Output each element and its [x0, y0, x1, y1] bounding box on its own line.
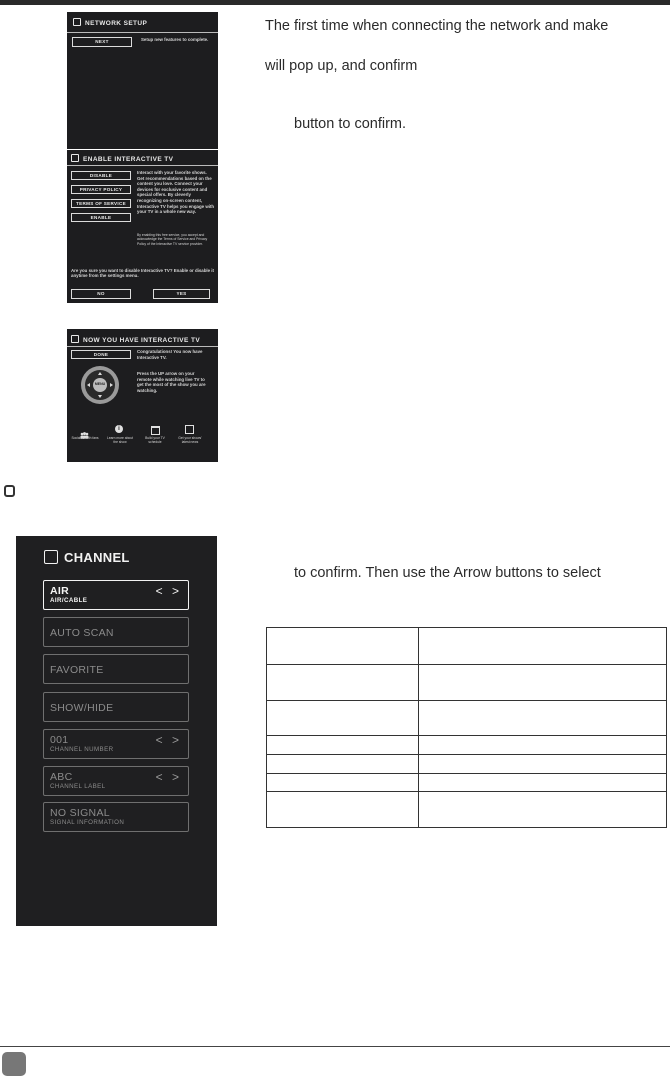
- channel-item-value: FAVORITE: [50, 664, 104, 676]
- table-cell: [267, 736, 419, 755]
- now-interactive-title: NOW YOU HAVE INTERACTIVE TV: [71, 335, 200, 344]
- channel-item-channel-label[interactable]: [43, 766, 189, 796]
- footer-rule: [0, 1046, 670, 1047]
- disable-question: Are you sure you want to disable Interactive TV? Enable or disable it anytime from the settings menu.: [71, 268, 214, 279]
- menu-box-icon: [71, 335, 79, 343]
- enable-button[interactable]: ENABLE: [71, 213, 131, 222]
- people-icon: [80, 426, 89, 433]
- table-row: [267, 736, 667, 755]
- network-setup-title: NETWORK SETUP: [73, 18, 147, 27]
- instruction-line-1: The first time when connecting the network and make: [265, 18, 609, 34]
- table-row: [267, 755, 667, 774]
- menu-box-icon: [73, 18, 81, 26]
- next-button[interactable]: NEXT: [72, 37, 132, 47]
- channel-item-signal-info[interactable]: [43, 802, 189, 832]
- remote-menu-label: MENU: [94, 382, 106, 386]
- channel-item-auto-scan[interactable]: [43, 617, 189, 647]
- feature-label: Get your shows' latest news: [178, 436, 202, 444]
- channel-item-air[interactable]: [43, 580, 189, 610]
- interactive-tv-terms: By enabling this free service, you accept and acknowledge the Terms of Service and Privacy Policy of the Interactive TV service provider.: [137, 233, 208, 246]
- disable-button[interactable]: DISABLE: [71, 171, 131, 180]
- instruction-line-4: to confirm. Then use the Arrow buttons to select: [294, 565, 601, 581]
- channel-item-value: ABC: [50, 771, 73, 783]
- left-right-arrows-icon[interactable]: < >: [155, 770, 182, 784]
- table-cell: [267, 628, 419, 665]
- channel-item-channel-number[interactable]: [43, 729, 189, 759]
- section-box-icon: [4, 485, 15, 497]
- tip-text: Press the UP arrow on your remote while watching live TV to get the most of the show you are watching.: [137, 371, 206, 393]
- enable-interactive-tv-screen: [67, 150, 218, 303]
- table-cell: [419, 755, 667, 774]
- interactive-tv-title: ENABLE INTERACTIVE TV: [71, 154, 173, 163]
- instruction-line-3: button to confirm.: [294, 116, 407, 132]
- yes-button[interactable]: YES: [153, 289, 210, 299]
- channel-item-value: 001: [50, 734, 69, 746]
- terms-of-service-button[interactable]: TERMS OF SERVICE: [71, 199, 131, 208]
- channel-item-show-hide[interactable]: [43, 692, 189, 722]
- table-row: [267, 792, 667, 828]
- table-cell: [267, 774, 419, 792]
- table-row: [267, 774, 667, 792]
- no-button[interactable]: NO: [71, 289, 131, 299]
- channel-item-label: CHANNEL LABEL: [50, 783, 106, 790]
- table-cell: [267, 665, 419, 701]
- table-cell: [419, 628, 667, 665]
- network-setup-description: Setup new features to complete.: [141, 37, 209, 42]
- table-cell: [267, 792, 419, 828]
- table-row: [267, 665, 667, 701]
- top-rule: [0, 0, 670, 5]
- table-cell: [419, 701, 667, 736]
- tag-icon: [185, 425, 194, 434]
- channel-item-label: SIGNAL INFORMATION: [50, 819, 125, 826]
- title-divider: [67, 165, 218, 166]
- table-row: [267, 701, 667, 736]
- channel-menu-screen: [16, 536, 217, 926]
- interactive-tv-description: Interact with your favorite shows. Get recommendations based on the content you love. Connect your devices for exclusive content and special offers. By cleverly recognizing on-screen content, Interactive TV helps you engage with your TV in a whole new way.: [137, 170, 215, 215]
- feature-label: Build your TV schedule: [145, 436, 165, 444]
- table-cell: [267, 701, 419, 736]
- channel-item-label: CHANNEL NUMBER: [50, 746, 114, 753]
- table-cell: [419, 792, 667, 828]
- channel-item-value: SHOW/HIDE: [50, 702, 114, 714]
- info-icon: i: [115, 425, 123, 433]
- done-button[interactable]: DONE: [71, 350, 131, 359]
- title-divider: [67, 346, 218, 347]
- channel-options-table: [266, 627, 667, 828]
- channel-item-value: AUTO SCAN: [50, 627, 114, 639]
- feature-label: Socialize with fans: [71, 436, 99, 440]
- title-divider: [67, 32, 218, 33]
- table-cell: [419, 665, 667, 701]
- left-right-arrows-icon[interactable]: < >: [155, 733, 182, 747]
- feature-label: Learn more about the show: [106, 436, 134, 444]
- channel-item-label: AIR/CABLE: [50, 597, 88, 604]
- calendar-icon: [151, 426, 160, 435]
- channel-menu-title: CHANNEL: [44, 550, 130, 565]
- privacy-policy-button[interactable]: PRIVACY POLICY: [71, 185, 131, 194]
- channel-item-favorite[interactable]: [43, 654, 189, 684]
- remote-dpad-icon: [81, 366, 119, 404]
- instruction-line-2: will pop up, and confirm: [265, 58, 418, 74]
- network-setup-screen: [67, 12, 218, 149]
- now-interactive-tv-screen: [67, 329, 218, 462]
- left-right-arrows-icon[interactable]: < >: [155, 584, 182, 598]
- table-cell: [419, 736, 667, 755]
- table-cell: [419, 774, 667, 792]
- menu-box-icon: [44, 550, 58, 564]
- channel-item-value: AIR: [50, 585, 69, 597]
- table-row: [267, 628, 667, 665]
- page-number-badge: [2, 1052, 26, 1076]
- menu-box-icon: [71, 154, 79, 162]
- congrats-text: Congratulations! You now have Interactive TV.: [137, 349, 203, 360]
- table-cell: [267, 755, 419, 774]
- channel-item-value: NO SIGNAL: [50, 807, 110, 819]
